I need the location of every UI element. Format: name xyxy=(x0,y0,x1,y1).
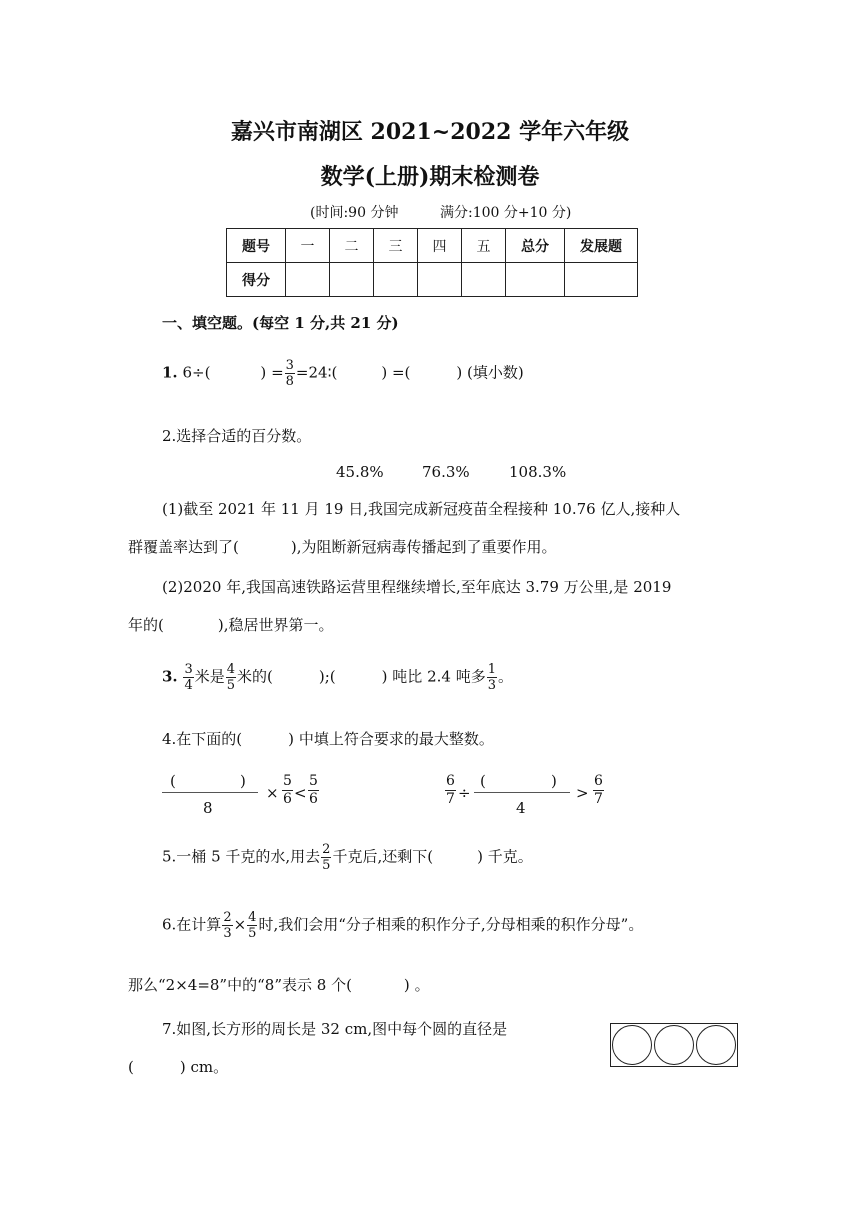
q4-left-paren-open: ( xyxy=(170,772,176,790)
score-cell[interactable] xyxy=(565,263,638,297)
q2-text: ),稳居世界第一。 xyxy=(217,616,334,634)
score-cell[interactable] xyxy=(418,263,462,297)
q2-part-1-line-2 xyxy=(128,536,556,557)
score-table xyxy=(226,228,638,297)
denominator: 7 xyxy=(594,791,603,807)
q2-text: 年的( xyxy=(128,616,164,634)
numerator: 4 xyxy=(248,910,257,925)
q4-left-blank[interactable] xyxy=(172,772,244,792)
score-table-head-cell: 五 xyxy=(462,229,506,263)
q4-text: 中填上符合要求的最大整数。 xyxy=(298,730,494,748)
q6-text: ) xyxy=(403,976,410,994)
denominator: 7 xyxy=(446,791,455,807)
q6-operator: × xyxy=(233,915,247,934)
q7-text: cm。 xyxy=(190,1058,229,1076)
numerator: 1 xyxy=(487,662,496,677)
question-1 xyxy=(162,358,524,389)
q4-left-denominator: 8 xyxy=(203,799,213,817)
question-2: 2.选择合适的百分数。 xyxy=(162,427,312,445)
q6-fraction-1 xyxy=(222,910,232,941)
exam-full-score: 满分:100 分+10 分) xyxy=(440,205,572,221)
numerator: 6 xyxy=(446,773,455,789)
q3-number: 3. xyxy=(162,667,178,686)
q3-fraction-2 xyxy=(226,662,236,693)
score-table-head-cell: 二 xyxy=(330,229,374,263)
q4-right-gt: > xyxy=(576,784,589,802)
q2-part-2-line-2 xyxy=(128,614,333,635)
denominator: 8 xyxy=(285,374,294,389)
score-table-head-cell: 三 xyxy=(374,229,418,263)
q6-text: 那么“2×4=8”中的“8”表示 8 个( xyxy=(128,976,352,994)
denominator: 4 xyxy=(184,678,193,693)
exam-time: (时间:90 分钟 xyxy=(310,205,399,221)
q4-text: 4.在下面的( xyxy=(162,730,243,748)
numerator: 4 xyxy=(226,662,236,677)
score-table-row-label: 得分 xyxy=(227,263,286,297)
circle-shape xyxy=(612,1025,652,1065)
q6-text: 时,我们会用“分子相乘的积作分子,分母相乘的积作分母”。 xyxy=(258,915,644,934)
denominator: 3 xyxy=(487,678,496,693)
q3-text: 米是 xyxy=(194,667,225,686)
q2-option: 76.3% xyxy=(422,463,470,481)
numerator: 2 xyxy=(223,910,232,925)
denominator: 6 xyxy=(309,791,318,807)
q4-left-fraction-bar xyxy=(162,792,258,793)
q1-text: ) xyxy=(381,363,388,382)
question-7-line-1: 7.如图,长方形的周长是 32 cm,图中每个圆的直径是 xyxy=(162,1020,508,1038)
q5-text: 5.一桶 5 千克的水,用去 xyxy=(162,847,321,866)
q3-text: );( xyxy=(318,667,336,686)
q1-text: ) xyxy=(260,363,267,382)
numerator: 2 xyxy=(322,842,331,857)
q4-text: ) xyxy=(288,730,295,748)
q3-text: 吨比 2.4 吨多 xyxy=(392,667,486,686)
q1-fraction xyxy=(285,358,295,389)
question-4 xyxy=(162,728,494,749)
q4-right-paren-close: ) xyxy=(551,772,557,790)
q4-right-denominator: 4 xyxy=(516,799,526,817)
circle-shape xyxy=(696,1025,736,1065)
q3-text: 米的( xyxy=(237,667,273,686)
score-table-head-cell: 四 xyxy=(418,229,462,263)
question-6-line-2 xyxy=(128,974,430,995)
score-table-header-row xyxy=(227,229,638,263)
q1-text: = xyxy=(271,363,284,382)
q4-left-operator: × xyxy=(266,784,279,802)
denominator: 3 xyxy=(223,926,232,941)
q2-option: 108.3% xyxy=(509,463,567,481)
q1-text: =24∶( xyxy=(295,363,338,382)
score-cell[interactable] xyxy=(286,263,330,297)
score-cell[interactable] xyxy=(330,263,374,297)
q4-right-fraction-bar xyxy=(474,792,570,793)
score-table-score-row xyxy=(227,263,638,297)
q2-option: 45.8% xyxy=(336,463,384,481)
q1-text: ) xyxy=(456,363,463,382)
q2-part-2-line-1: (2)2020 年,我国高速铁路运营里程继续增长,至年底达 3.79 万公里,是 2019 xyxy=(162,578,672,596)
q7-rectangle-figure xyxy=(610,1023,738,1067)
q3-fraction-1 xyxy=(183,662,193,693)
q4-right-operator: ÷ xyxy=(458,784,471,802)
q6-text: 。 xyxy=(414,976,430,994)
numerator: 6 xyxy=(594,773,603,789)
q7-text: ( xyxy=(128,1058,134,1076)
q5-text: 千克。 xyxy=(487,847,533,866)
q2-text: ),为阻断新冠病毒传播起到了重要作用。 xyxy=(290,538,557,556)
section-1-heading: 一、填空题。(每空 1 分,共 21 分) xyxy=(162,314,399,332)
q4-right-rhs-fraction xyxy=(592,773,605,808)
q6-text: 6.在计算 xyxy=(162,915,222,934)
q3-fraction-3 xyxy=(487,662,497,693)
question-5 xyxy=(162,842,533,873)
numerator: 3 xyxy=(285,358,294,373)
q4-right-blank[interactable] xyxy=(482,772,554,792)
q5-fraction xyxy=(321,842,331,873)
denominator: 6 xyxy=(283,791,292,807)
q4-right-paren-open: ( xyxy=(480,772,486,790)
q3-text: ) xyxy=(381,667,388,686)
q1-text: (填小数) xyxy=(467,363,524,382)
score-table-head-cell: 一 xyxy=(286,229,330,263)
q5-text: ) xyxy=(477,847,483,866)
q6-fraction-2 xyxy=(247,910,257,941)
denominator: 5 xyxy=(226,678,236,693)
q5-text: 千克后,还剩下( xyxy=(332,847,434,866)
denominator: 5 xyxy=(322,858,331,873)
score-table-head-cell: 总分 xyxy=(506,229,565,263)
q7-text: ) xyxy=(179,1058,186,1076)
q2-part-1-line-1: (1)截至 2021 年 11 月 19 日,我国完成新冠疫苗全程接种 10.76 亿人,接种人 xyxy=(162,500,681,518)
q4-left-fraction xyxy=(281,773,294,808)
question-6-line-1 xyxy=(162,910,643,941)
q2-text: 群覆盖率达到了( xyxy=(128,538,239,556)
circle-shape xyxy=(654,1025,694,1065)
title-line-2: 数学(上册)期末检测卷 xyxy=(320,164,540,190)
score-table-head-cell: 发展题 xyxy=(565,229,638,263)
question-3 xyxy=(162,662,513,693)
score-table-head-cell: 题号 xyxy=(227,229,286,263)
q4-left-paren-close: ) xyxy=(240,772,246,790)
score-cell[interactable] xyxy=(506,263,565,297)
q1-number: 1. xyxy=(162,363,178,382)
numerator: 5 xyxy=(309,773,318,789)
numerator: 3 xyxy=(184,662,193,677)
q3-text: 。 xyxy=(497,667,513,686)
question-7-line-2 xyxy=(128,1056,228,1077)
score-cell[interactable] xyxy=(374,263,418,297)
q4-right-fraction xyxy=(444,773,457,808)
q1-text: 6÷( xyxy=(182,363,211,382)
q4-left-lt: < xyxy=(294,784,307,802)
numerator: 5 xyxy=(283,773,292,789)
q4-left-rhs-fraction xyxy=(307,773,320,808)
title-line-1: 嘉兴市南湖区 2021~2022 学年六年级 xyxy=(230,119,630,145)
score-cell[interactable] xyxy=(462,263,506,297)
q1-text: =( xyxy=(391,363,411,382)
denominator: 5 xyxy=(248,926,257,941)
